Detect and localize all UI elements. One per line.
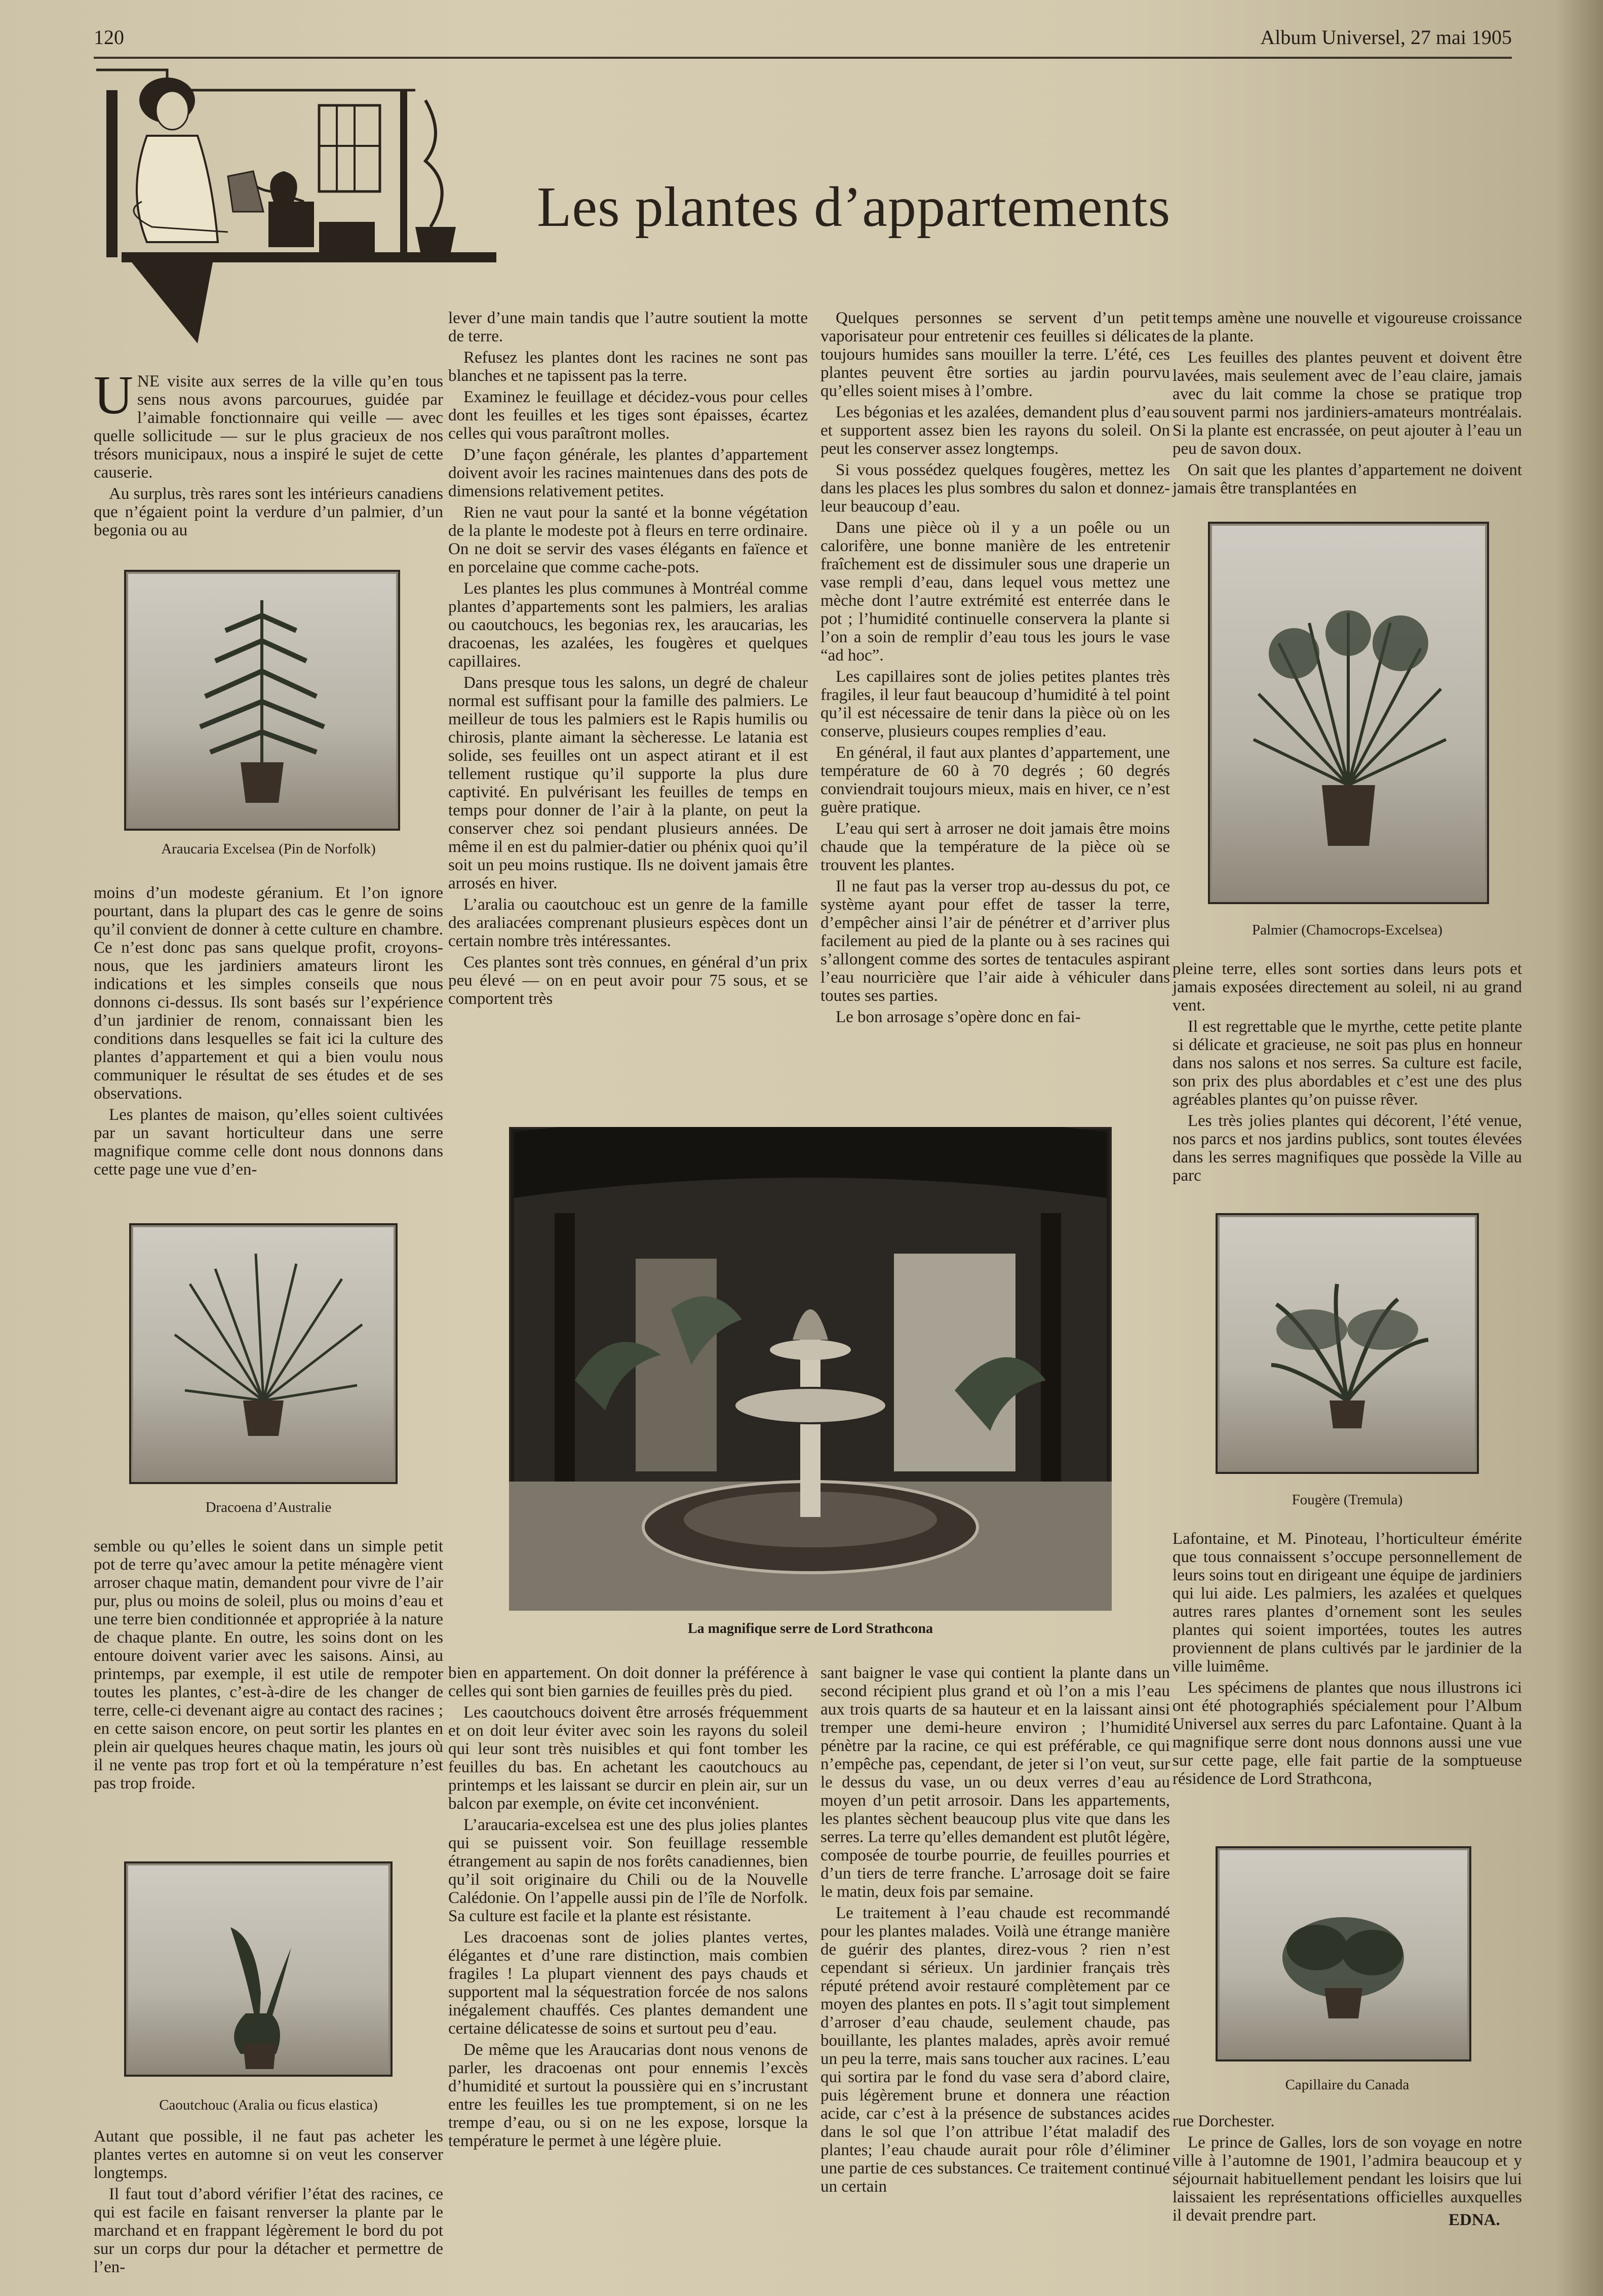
- paragraph: rue Dorchester.: [1172, 2112, 1275, 2130]
- paragraph: temps amène une nouvelle et vigoureuse croissance de la plante.: [1172, 309, 1522, 345]
- paragraph: Les capillaires sont de jolies petites plantes très fragiles, il leur faut beaucoup d’humidité à tel point qu’il est nécessaire de tenir dans la pièce où on les conserve, plusieurs coupes remplies d’eau.: [820, 668, 1170, 741]
- paragraph: Les dracoenas sont de jolies plantes vertes, élégantes et d’une rare distinction, mais combien fragiles ! La plupart viennent des pays chauds et supportent mal la séquestration forcée de nos salons inégalement chauffés. Ces plantes demandent une certaine délicatesse de soins et surtout peu d’eau.: [448, 1928, 808, 2038]
- paragraph: Il ne faut pas la verser trop au-dessus du pot, ce système ayant pour effet de tasser la terre, d’empêcher ainsi l’air de pénétrer et d’arriver plus facilement au pied de la plante ou à ses racines qui s’allongent comme des sortes de tentacules aspirant l’eau nourricière que l’air aide à véhiculer dans toutes ses parties.: [820, 877, 1170, 1005]
- drop-cap: U: [94, 365, 133, 425]
- palm-plant-image: [1208, 522, 1489, 904]
- author-signature: EDNA.: [1449, 2211, 1500, 2229]
- column-4-part-4: [1172, 2112, 1522, 2228]
- column-4-part-1: [1172, 309, 1522, 500]
- paragraph: On sait que les plantes d’appartement ne doivent jamais être transplantées en: [1172, 461, 1522, 497]
- paragraph: L’araucaria-excelsea est une des plus jolies plantes qui se puissent voir. Son feuillage ressemble étrangement au sapin de nos forêts canadiennes, bien qu’il soit originaire du Chili ou de la Nouvelle Calédonie. On l’appelle aussi pin de l’île de Norfolk. Sa culture est facile et la plante est résistante.: [448, 1816, 808, 1925]
- paragraph: moins d’un modeste géranium. Et l’on ignore pourtant, dans la plupart des cas le genre de soins qu’il convient de donner à cette culture en chambre. Ce n’est donc pas sans quelque profit, croyons-nous, que les jardiniers amateurs liront les indications et les simples conseils que nous donnons ci-dessus. Ils sont basés sur l’expérience d’un jardinier de renom, connaissant bien les conditions dans lesquelles se fait ici la culture des plantes d’appartement et qui a bien voulu nous communiquer le résultat de ses études et de ses observations.: [94, 884, 443, 1103]
- column-3-part-2: [820, 1664, 1170, 2199]
- paragraph: Le bon arrosage s’opère donc en fai-: [836, 1008, 1081, 1026]
- page-number: 120: [94, 26, 124, 49]
- woman-watering-plants-illustration: [91, 60, 506, 343]
- paragraph: Dans presque tous les salons, un degré de chaleur normal est suffisant pour la famille des palmiers. Le meilleur de tous les palmiers est le Rapis humilis ou chirosis, plante aimant la sècheresse. Le latania est solide, ses feuilles ont un aspect atirant et il est tellement rustique qu’il supporte la plus dure captivité. En pulvérisant les feuilles de temps en temps pour donner de l’air à la plante, on peut la conserver chez soi pendant plusieurs années. De même il en est du palmier-datier ou phénix quoi qu’il soit un peu moins rustique. Ils ne doivent jamais être arrosés en hiver.: [448, 674, 808, 892]
- paragraph: Les plantes de maison, qu’elles soient cultivées par un savant horticulteur dans une serre magnifique comme celle dont nous donnons dans cette page une vue d’en-: [94, 1106, 443, 1179]
- caoutchouc-plant-image: [124, 1861, 393, 2077]
- paragraph: lever d’une main tandis que l’autre soutient la motte de terre.: [448, 309, 808, 345]
- paragraph: pleine terre, elles sont sorties dans leurs pots et jamais exposées directement au soleil, ni au grand vent.: [1172, 960, 1522, 1015]
- column-4-part-2: [1172, 960, 1522, 1188]
- araucaria-plant-image: [124, 570, 400, 831]
- paragraph: NE visite aux serres de la ville qu’en tous sens nous avons parcourues, guidée par l’aimable fonctionnaire qui veille — avec quelle sollicitude — sur le plus gracieux de nos trésors municipaux, nous a inspiré le sujet de cette causerie.: [94, 372, 443, 482]
- publication-date: Album Universel, 27 mai 1905: [1260, 26, 1512, 49]
- caption-araucaria: Araucaria Excelsea (Pin de Norfolk): [161, 841, 376, 857]
- column-1-part-4: [94, 2127, 443, 2279]
- photo-palmier: [1208, 522, 1489, 904]
- article-title: Les plantes d’appartements: [537, 176, 1171, 239]
- paragraph: Examinez le feuillage et décidez-vous pour celles dont les feuilles et les tiges sont épaisses, écartez celles qui vous paraîtront molles.: [448, 388, 808, 443]
- column-1-part-1: [94, 365, 443, 542]
- photo-caoutchouc: [124, 1861, 393, 2077]
- paragraph: Les bégonias et les azalées, demandent plus d’eau et supportent assez bien les rayons du soleil. On peut les conserver assez longtemps.: [820, 403, 1170, 458]
- paragraph: Les spécimens de plantes que nous illustrons ici ont été photographiés spécialement pour l’Album Universel aux serres du parc Lafontaine. Quant à la magnifique serre dont nous donnons aussi une vue sur cette page, elle fait partie de la somptueuse résidence de Lord Strathcona,: [1172, 1679, 1522, 1788]
- dracoena-plant-image: [129, 1223, 398, 1484]
- paragraph: sant baigner le vase qui contient la plante dans un second récipient plus grand et où l’on a mis l’eau aux trois quarts de sa hauteur et en la laissant ainsi tremper une demi-heure environ ; l’humidité pénètre par la racine, ce qui est préférable, ce qui n’empêche pas, cependant, de jeter si l’on veut, sur le dessus du vase, un ou deux verres d’eau au moyen d’un petit arrosoir. Dans les appartements, les plantes sèchent beaucoup plus vite que dans les serres. La terre qu’elles demandent est plutôt légère, composée de tourbe pourrie, de feuilles pourries et d’un tiers de terre franche. L’arrosage doit se faire le matin, deux fois par semaine.: [820, 1664, 1170, 1901]
- photo-capillaire: [1216, 1846, 1471, 2061]
- column-1-part-2: [94, 884, 443, 1182]
- paragraph: De même que les Araucarias dont nous venons de parler, les dracoenas ont pour ennemis l’excès d’humidité et surtout la poussière qui en s’incrustant entre les feuilles les tue promptement, si on ne les trempe d’eau, ou si on ne les expose, lorsque la température le permet à une légère pluie.: [448, 2041, 808, 2150]
- header-rule: [94, 57, 1512, 59]
- paragraph: Rien ne vaut pour la santé et la bonne végétation de la plante le modeste pot à fleurs en terre ordinaire. On ne doit se servir des vases élégants en faïence et en porcelaine que comme cache-pots.: [448, 503, 808, 576]
- paragraph: Les très jolies plantes qui décorent, l’été venue, nos parcs et nos jardins publics, sont toutes élevées dans les serres magnifiques que possède la Ville au parc: [1172, 1112, 1522, 1185]
- photo-dracoena: [129, 1223, 398, 1484]
- caption-serre: La magnifique serre de Lord Strathcona: [687, 1621, 933, 1637]
- column-2-part-2: [448, 1664, 808, 2153]
- caption-caoutchouc: Caoutchouc (Aralia ou ficus elastica): [159, 2097, 378, 2113]
- paragraph: Autant que possible, il ne faut pas acheter les plantes vertes en automne si on veut les conserver longtemps.: [94, 2127, 443, 2182]
- paragraph: Le traitement à l’eau chaude est recommandé pour les plantes malades. Voilà une étrange manière de guérir des plantes, direz-vous ? rien n’est cependant si sérieux. Un jardinier français très réputé prétend avoir restauré complètement par ce moyen des plantes en pots. Il s’agit tout simplement d’arroser d’eau chaude, seulement chaude, pas bouillante, les plantes malades, après avoir remué un peu la terre, mais sans toucher aux racines. L’eau qui sortira par le fond du vase sera d’abord claire, puis légèrement brune et donnera une réaction acide, car c’est à la présence de substances acides dans le sol que l’on attribue l’état maladif des plantes; l’eau chaude aurait pour rôle d’éliminer une partie de ces substances. Ce traitement continué un certain: [820, 1904, 1170, 2196]
- caption-palmier: Palmier (Chamocrops-Excelsea): [1252, 922, 1443, 938]
- running-head: [94, 25, 1512, 56]
- paragraph: Il faut tout d’abord vérifier l’état des racines, ce qui est facile en faisant renverser la plante par le marchand et en frappant légèrement le bord du pot sur un corps dur pour la détacher et permettre de l’en-: [94, 2185, 443, 2276]
- paragraph: Il est regrettable que le myrthe, cette petite plante si délicate et gracieuse, ne soit pas plus en honneur dans nos salons et nos serres. Sa culture est facile, son prix des plus abordables et c’est une des plus agréables plantes qu’on puisse rêver.: [1172, 1018, 1522, 1109]
- paragraph: Ces plantes sont très connues, en général d’un prix peu élevé — on en peut avoir pour 75 sous, et se comportent très: [448, 953, 808, 1008]
- paragraph: L’aralia ou caoutchouc est un genre de la famille des araliacées comprenant plusieurs espèces dont un certain nombre très intéressantes.: [448, 896, 808, 950]
- paragraph: Les feuilles des plantes peuvent et doivent être lavées, mais seulement avec de l’eau claire, jamais avec du lait comme la chose se pratique trop souvent parmi nos jardiniers-amateurs montréalais. Si la plante est encrassée, on peut ajouter à l’eau un peu de savon doux.: [1172, 348, 1522, 458]
- column-2-part-1: [448, 309, 808, 1011]
- column-4-part-3: [1172, 1530, 1522, 1791]
- caption-dracoena: Dracoena d’Australie: [205, 1499, 332, 1515]
- caption-capillaire: Capillaire du Canada: [1285, 2077, 1410, 2093]
- paragraph: Les caoutchoucs doivent être arrosés fréquemment et on doit leur éviter avec soin les rayons du soleil qui leur sont très nuisibles et qui font tomber les feuilles du bas. En achetant les caoutchoucs au printemps et les laissant se durcir en plein air, sur un balcon par exemple, on évite cet inconvénient.: [448, 1703, 808, 1813]
- maidenhair-fern-image: [1216, 1846, 1471, 2061]
- paragraph: Au surplus, très rares sont les intérieurs canadiens que n’égaient point la verdure d’un palmier, d’un begonia ou au: [94, 485, 443, 539]
- column-3-part-1: [820, 309, 1170, 1029]
- photo-fougere: [1216, 1213, 1479, 1474]
- photo-araucaria: [124, 570, 400, 831]
- fern-plant-image: [1216, 1213, 1479, 1474]
- paragraph: Refusez les plantes dont les racines ne sont pas blanches et ne tapissent pas la terre.: [448, 348, 808, 385]
- caption-fougere: Fougère (Tremula): [1292, 1492, 1403, 1508]
- paragraph: Lafontaine, et M. Pinoteau, l’horticulteur émérite que tous connaissent s’occupe personnellement de leurs soins tout en dirigeant une équipe de jardiniers qui lui aide. Les palmiers, les azalées et quelques autres rares plantes d’ornement sont les seules plantes qui soient importées, toutes les autres proviennent de plans cultivés par le jardinier de la ville luimême.: [1172, 1530, 1522, 1676]
- photo-serre-strathcona: [509, 1127, 1112, 1611]
- conservatory-fountain-image: [509, 1127, 1112, 1611]
- column-1-part-3: [94, 1537, 443, 1796]
- paragraph: L’eau qui sert à arroser ne doit jamais être moins chaude que la température de la pièce où se trouvent les plantes.: [820, 820, 1170, 874]
- paragraph: bien en appartement. On doit donner la préférence à celles qui sont bien garnies de feuilles près du pied.: [448, 1664, 808, 1700]
- paragraph: D’une façon générale, les plantes d’appartement doivent avoir les racines maintenues dans des pots de dimensions relativement petites.: [448, 446, 808, 500]
- paragraph: semble ou qu’elles le soient dans un simple petit pot de terre qu’avec amour la petite ménagère vient arroser chaque matin, demandent pour vivre de l’air pur, plus ou moins de soleil, plus ou moins d’eau et une terre bien conditionnée et appropriée à la nature de chaque plante. En outre, les soins dont on les entoure doivent varier avec les saisons. Ainsi, au printemps, par exemple, il est utile de rempoter toutes les plantes, c’est-à-dire de les changer de terre, celle-ci devenant aigre au contact des racines ; en cette saison encore, on peut sortir les plantes en plein air quelques heures chaque matin, les jours où il ne vente pas trop fort et où la température n’est pas trop froide.: [94, 1537, 443, 1793]
- paragraph: Quelques personnes se servent d’un petit vaporisateur pour entretenir ces feuilles si délicates toujours humides sans mouiller la terre. L’été, ces plantes peuvent être sorties au jardin pourvu qu’elles soient mises à l’ombre.: [820, 309, 1170, 400]
- paragraph: Si vous possédez quelques fougères, mettez les dans les places les plus sombres du salon et donnez-leur beaucoup d’eau.: [820, 461, 1170, 516]
- paragraph: Les plantes les plus communes à Montréal comme plantes d’appartements sont les palmiers, les aralias ou caoutchoucs, les begonias rex, les araucarias, les dracoenas, les azalées, les fougères et quelques capillaires.: [448, 579, 808, 671]
- paragraph: En général, il faut aux plantes d’appartement, une température de 60 à 70 degrés ; 60 degrés conviendrait toujours mieux, mais en hiver, ce n’est guère pratique.: [820, 744, 1170, 816]
- paragraph: Le prince de Galles, lors de son voyage en notre ville à l’automne de 1901, l’admira beaucoup et y séjournait habituellement pendant les loisirs que lui laissaient les représentations officielles auxquelles il devait prendre part.: [1172, 2133, 1522, 2225]
- paragraph: Dans une pièce où il y a un poêle ou un calorifère, une bonne manière de les entretenir fraîchement est de dissimuler sous une draperie un vase rempli d’eau, dans lequel vous mettez une mèche dont l’autre extrémité est enterrée dans le pot ; l’humidité continuelle conservera la plante si l’on a soin de remplir d’eau tous les jours le vase “ad hoc”.: [820, 519, 1170, 665]
